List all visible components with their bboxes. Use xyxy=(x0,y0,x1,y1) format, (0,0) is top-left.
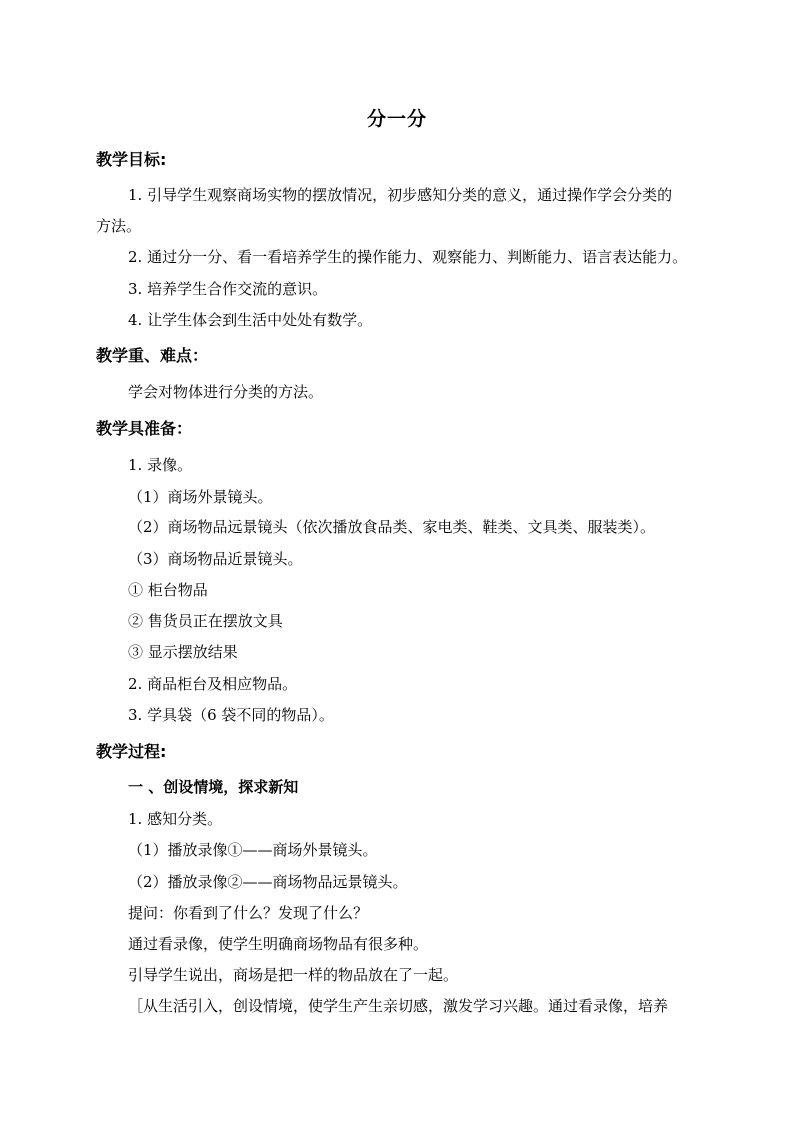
process-paragraph-2: 引导学生说出，商场是把一样的物品放在了一起。 xyxy=(128,966,459,984)
goal-item-3: 3. 培养学生合作交流的意识。 xyxy=(128,280,328,298)
materials-item-1: 1. 录像。 xyxy=(128,456,193,474)
page-title: 分一分 xyxy=(366,108,427,130)
materials-sub-1: （1）商场外景镜头。 xyxy=(128,488,273,506)
process-section-1: 一 、创设情境，探求新知 xyxy=(128,778,299,796)
process-question: 提问：你看到了什么？发现了什么？ xyxy=(128,904,369,922)
key-points-heading: 教学重、难点： xyxy=(96,346,209,365)
process-sub-2: （2）播放录像②——商场物品远景镜头。 xyxy=(128,873,408,891)
process-sub-1: （1）播放录像①——商场外景镜头。 xyxy=(128,841,378,859)
goal-item-2: 2. 通过分一分、看一看培养学生的操作能力、观察能力、判断能力、语言表达能力。 xyxy=(128,248,688,266)
materials-sub-3: （3）商场物品近景镜头。 xyxy=(128,550,303,568)
materials-sub-2: （2）商场物品远景镜头（依次播放食品类、家电类、鞋类、文具类、服装类）。 xyxy=(128,518,656,536)
process-heading: 教学过程: xyxy=(96,742,167,761)
materials-heading: 教学具准备： xyxy=(96,419,193,438)
process-paragraph-1: 通过看录像，使学生明确商场物品有很多种。 xyxy=(128,935,429,953)
materials-circle-2: ② 售货员正在摆放文具 xyxy=(128,612,283,630)
process-paragraph-3: ［从生活引入，创设情境，使学生产生亲切感，激发学习兴趣。通过看录像，培养 xyxy=(128,997,669,1015)
goal-item-1-line-1: 1. 引导学生观察商场实物的摆放情况，初步感知分类的意义，通过操作学会分类的 xyxy=(128,186,673,204)
materials-item-2: 2. 商品柜台及相应物品。 xyxy=(128,675,298,693)
process-item-1: 1. 感知分类。 xyxy=(128,810,223,828)
goal-item-1-line-2: 方法。 xyxy=(96,217,142,235)
materials-item-3: 3. 学具袋（6 袋不同的物品）。 xyxy=(128,706,334,724)
materials-circle-1: ① 柜台物品 xyxy=(128,581,208,599)
goal-item-4: 4. 让学生体会到生活中处处有数学。 xyxy=(128,311,373,329)
goals-heading: 教学目标: xyxy=(96,150,167,169)
key-points-text: 学会对物体进行分类的方法。 xyxy=(128,383,324,401)
materials-circle-3: ③ 显示摆放结果 xyxy=(128,643,238,661)
